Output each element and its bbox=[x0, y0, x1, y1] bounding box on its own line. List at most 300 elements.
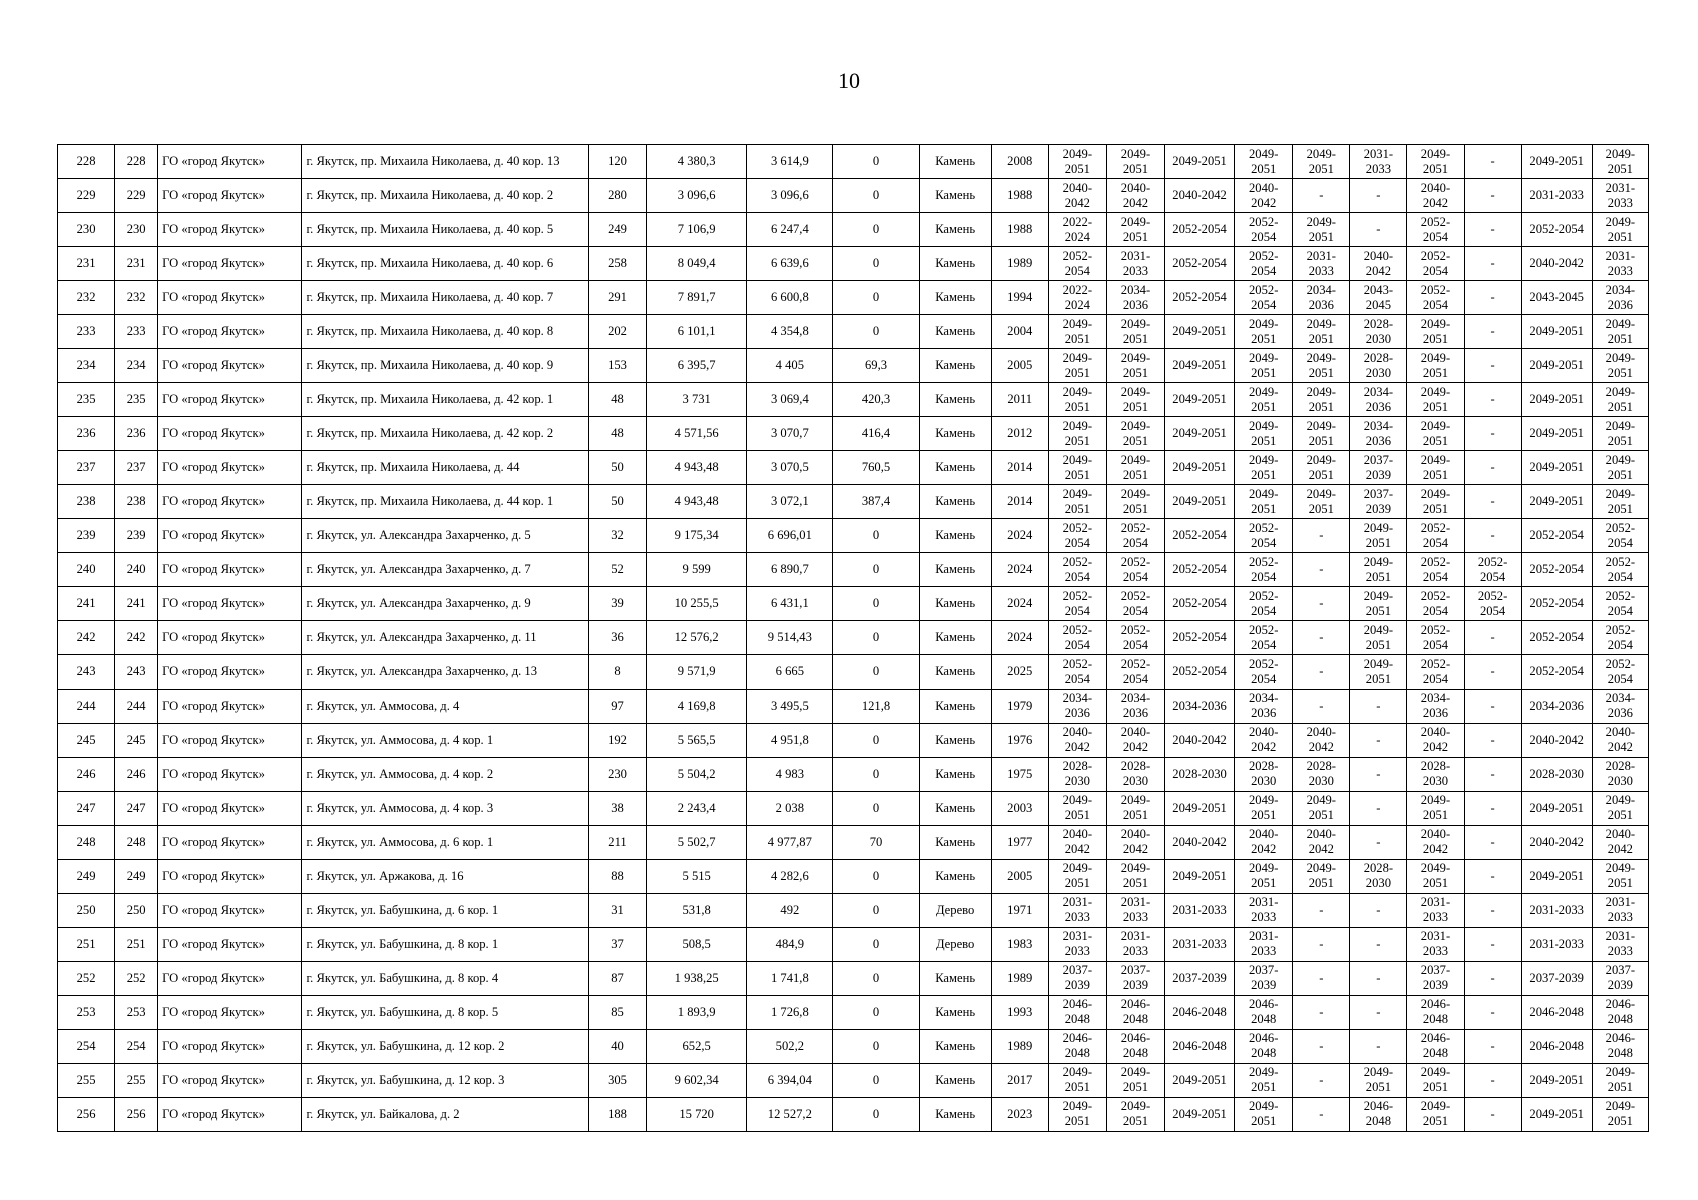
living-area-cell: 9 514,43 bbox=[747, 621, 833, 655]
address-cell: г. Якутск, ул. Александра Захарченко, д. 9 bbox=[302, 587, 589, 621]
repair-period-cell: - bbox=[1350, 179, 1407, 213]
address-cell: г. Якутск, ул. Аммосова, д. 4 кор. 3 bbox=[302, 791, 589, 825]
repair-period-cell: 2052-2054 bbox=[1235, 553, 1293, 587]
object-number-cell: 236 bbox=[115, 417, 158, 451]
repair-period-cell: 2049-2051 bbox=[1235, 485, 1293, 519]
residents-count-cell: 291 bbox=[588, 281, 646, 315]
living-area-cell: 4 977,87 bbox=[747, 825, 833, 859]
address-cell: г. Якутск, ул. Александра Захарченко, д. 13 bbox=[302, 655, 589, 689]
repair-period-cell: 2049-2051 bbox=[1592, 213, 1648, 247]
wall-material-cell: Камень bbox=[919, 349, 991, 383]
municipality-cell: ГО «город Якутск» bbox=[158, 791, 302, 825]
repair-period-cell: - bbox=[1350, 961, 1407, 995]
repair-period-cell: 2031-2033 bbox=[1235, 927, 1293, 961]
repair-period-cell: 2052-2054 bbox=[1106, 519, 1164, 553]
repair-period-cell: 2052-2054 bbox=[1407, 519, 1464, 553]
total-area-cell: 9 602,34 bbox=[647, 1063, 747, 1097]
total-area-cell: 4 380,3 bbox=[647, 145, 747, 179]
repair-period-cell: 2031-2033 bbox=[1165, 927, 1235, 961]
municipality-cell: ГО «город Якутск» bbox=[158, 655, 302, 689]
table-row bbox=[58, 1097, 1649, 1131]
object-number-cell: 249 bbox=[115, 859, 158, 893]
repair-period-cell: 2049-2051 bbox=[1350, 1063, 1407, 1097]
repair-period-cell: 2049-2051 bbox=[1106, 485, 1164, 519]
row-number-cell: 242 bbox=[58, 621, 115, 655]
repair-period-cell: - bbox=[1464, 655, 1521, 689]
address-cell: г. Якутск, пр. Михаила Николаева, д. 40 кор. 8 bbox=[302, 315, 589, 349]
residents-count-cell: 280 bbox=[588, 179, 646, 213]
build-year-cell: 2005 bbox=[991, 859, 1048, 893]
row-number-cell: 251 bbox=[58, 927, 115, 961]
row-number-cell: 241 bbox=[58, 587, 115, 621]
repair-period-cell: 2052-2054 bbox=[1407, 281, 1464, 315]
row-number-cell: 248 bbox=[58, 825, 115, 859]
repair-period-cell: 2034-2036 bbox=[1235, 689, 1293, 723]
wall-material-cell: Камень bbox=[919, 1063, 991, 1097]
address-cell: г. Якутск, ул. Байкалова, д. 2 bbox=[302, 1097, 589, 1131]
municipality-cell: ГО «город Якутск» bbox=[158, 621, 302, 655]
repair-period-cell: 2046-2048 bbox=[1350, 1097, 1407, 1131]
residents-count-cell: 48 bbox=[588, 383, 646, 417]
wall-material-cell: Камень bbox=[919, 145, 991, 179]
wall-material-cell: Камень bbox=[919, 621, 991, 655]
repair-period-cell: 2049-2051 bbox=[1165, 1063, 1235, 1097]
repair-period-cell: 2040-2042 bbox=[1048, 825, 1106, 859]
repair-period-cell: - bbox=[1464, 315, 1521, 349]
repair-period-cell: 2052-2054 bbox=[1521, 519, 1592, 553]
repair-period-cell: - bbox=[1464, 689, 1521, 723]
repair-period-cell: 2028-2030 bbox=[1592, 757, 1648, 791]
repair-period-cell: 2049-2051 bbox=[1592, 451, 1648, 485]
living-area-cell: 12 527,2 bbox=[747, 1097, 833, 1131]
repair-period-cell: 2049-2051 bbox=[1235, 451, 1293, 485]
row-number-cell: 236 bbox=[58, 417, 115, 451]
wall-material-cell: Камень bbox=[919, 417, 991, 451]
total-area-cell: 9 599 bbox=[647, 553, 747, 587]
repair-period-cell: 2022-2024 bbox=[1048, 281, 1106, 315]
repair-period-cell: 2034-2036 bbox=[1293, 281, 1350, 315]
repair-period-cell: 2046-2048 bbox=[1048, 1029, 1106, 1063]
address-cell: г. Якутск, пр. Михаила Николаева, д. 40 кор. 9 bbox=[302, 349, 589, 383]
repair-period-cell: 2049-2051 bbox=[1293, 451, 1350, 485]
repair-period-cell: 2052-2054 bbox=[1048, 621, 1106, 655]
living-area-cell: 502,2 bbox=[747, 1029, 833, 1063]
repair-period-cell: 2031-2033 bbox=[1106, 927, 1164, 961]
table-row bbox=[58, 723, 1649, 757]
row-number-cell: 233 bbox=[58, 315, 115, 349]
repair-period-cell: 2040-2042 bbox=[1407, 825, 1464, 859]
repair-period-cell: 2037-2039 bbox=[1407, 961, 1464, 995]
repair-period-cell: 2052-2054 bbox=[1407, 213, 1464, 247]
table-row bbox=[58, 893, 1649, 927]
nonresidential-area-cell: 0 bbox=[833, 757, 919, 791]
wall-material-cell: Дерево bbox=[919, 893, 991, 927]
build-year-cell: 2023 bbox=[991, 1097, 1048, 1131]
total-area-cell: 5 502,7 bbox=[647, 825, 747, 859]
municipality-cell: ГО «город Якутск» bbox=[158, 281, 302, 315]
living-area-cell: 3 495,5 bbox=[747, 689, 833, 723]
residents-count-cell: 37 bbox=[588, 927, 646, 961]
total-area-cell: 4 943,48 bbox=[647, 485, 747, 519]
repair-period-cell: 2040-2042 bbox=[1521, 247, 1592, 281]
nonresidential-area-cell: 0 bbox=[833, 553, 919, 587]
repair-period-cell: - bbox=[1464, 349, 1521, 383]
repair-period-cell: 2049-2051 bbox=[1592, 417, 1648, 451]
repair-period-cell: 2049-2051 bbox=[1106, 451, 1164, 485]
repair-period-cell: 2052-2054 bbox=[1048, 553, 1106, 587]
repair-period-cell: 2028-2030 bbox=[1521, 757, 1592, 791]
repair-period-cell: 2034-2036 bbox=[1521, 689, 1592, 723]
municipality-cell: ГО «город Якутск» bbox=[158, 1029, 302, 1063]
repair-period-cell: - bbox=[1350, 995, 1407, 1029]
repair-period-cell: 2031-2033 bbox=[1592, 179, 1648, 213]
repair-period-cell: - bbox=[1293, 1097, 1350, 1131]
municipality-cell: ГО «город Якутск» bbox=[158, 247, 302, 281]
nonresidential-area-cell: 0 bbox=[833, 723, 919, 757]
repair-period-cell: 2028-2030 bbox=[1165, 757, 1235, 791]
residents-count-cell: 31 bbox=[588, 893, 646, 927]
repair-period-cell: 2052-2054 bbox=[1235, 247, 1293, 281]
build-year-cell: 2024 bbox=[991, 553, 1048, 587]
object-number-cell: 247 bbox=[115, 791, 158, 825]
table-row bbox=[58, 621, 1649, 655]
repair-period-cell: 2049-2051 bbox=[1293, 145, 1350, 179]
address-cell: г. Якутск, ул. Аржакова, д. 16 bbox=[302, 859, 589, 893]
address-cell: г. Якутск, пр. Михаила Николаева, д. 42 кор. 2 bbox=[302, 417, 589, 451]
total-area-cell: 1 938,25 bbox=[647, 961, 747, 995]
repair-period-cell: 2034-2036 bbox=[1106, 689, 1164, 723]
repair-period-cell: 2049-2051 bbox=[1407, 451, 1464, 485]
repair-period-cell: 2034-2036 bbox=[1165, 689, 1235, 723]
repair-period-cell: 2052-2054 bbox=[1521, 655, 1592, 689]
repair-period-cell: 2049-2051 bbox=[1521, 451, 1592, 485]
address-cell: г. Якутск, ул. Бабушкина, д. 8 кор. 4 bbox=[302, 961, 589, 995]
total-area-cell: 2 243,4 bbox=[647, 791, 747, 825]
table-body bbox=[58, 145, 1649, 1132]
repair-period-cell: - bbox=[1464, 1097, 1521, 1131]
object-number-cell: 233 bbox=[115, 315, 158, 349]
repair-period-cell: - bbox=[1350, 213, 1407, 247]
build-year-cell: 1989 bbox=[991, 247, 1048, 281]
repair-period-cell: 2040-2042 bbox=[1106, 179, 1164, 213]
living-area-cell: 6 639,6 bbox=[747, 247, 833, 281]
wall-material-cell: Камень bbox=[919, 1029, 991, 1063]
table-row bbox=[58, 961, 1649, 995]
repair-period-cell: 2049-2051 bbox=[1592, 383, 1648, 417]
address-cell: г. Якутск, пр. Михаила Николаева, д. 44 кор. 1 bbox=[302, 485, 589, 519]
repair-period-cell: 2046-2048 bbox=[1521, 995, 1592, 1029]
address-cell: г. Якутск, пр. Михаила Николаева, д. 40 кор. 2 bbox=[302, 179, 589, 213]
residents-count-cell: 192 bbox=[588, 723, 646, 757]
repair-period-cell: 2046-2048 bbox=[1407, 995, 1464, 1029]
repair-period-cell: 2052-2054 bbox=[1048, 519, 1106, 553]
object-number-cell: 237 bbox=[115, 451, 158, 485]
repair-period-cell: 2040-2042 bbox=[1293, 723, 1350, 757]
address-cell: г. Якутск, ул. Александра Захарченко, д. 11 bbox=[302, 621, 589, 655]
living-area-cell: 6 665 bbox=[747, 655, 833, 689]
residents-count-cell: 97 bbox=[588, 689, 646, 723]
object-number-cell: 229 bbox=[115, 179, 158, 213]
nonresidential-area-cell: 760,5 bbox=[833, 451, 919, 485]
object-number-cell: 253 bbox=[115, 995, 158, 1029]
repair-period-cell: 2040-2042 bbox=[1048, 179, 1106, 213]
repair-period-cell: 2052-2054 bbox=[1165, 519, 1235, 553]
row-number-cell: 256 bbox=[58, 1097, 115, 1131]
repair-period-cell: - bbox=[1293, 621, 1350, 655]
residents-count-cell: 88 bbox=[588, 859, 646, 893]
repair-period-cell: 2052-2054 bbox=[1165, 247, 1235, 281]
repair-period-cell: 2049-2051 bbox=[1407, 859, 1464, 893]
living-area-cell: 6 431,1 bbox=[747, 587, 833, 621]
repair-period-cell: 2049-2051 bbox=[1592, 859, 1648, 893]
municipality-cell: ГО «город Якутск» bbox=[158, 315, 302, 349]
wall-material-cell: Камень bbox=[919, 485, 991, 519]
nonresidential-area-cell: 0 bbox=[833, 1029, 919, 1063]
repair-period-cell: - bbox=[1293, 927, 1350, 961]
wall-material-cell: Камень bbox=[919, 689, 991, 723]
wall-material-cell: Камень bbox=[919, 247, 991, 281]
repair-period-cell: 2049-2051 bbox=[1407, 791, 1464, 825]
nonresidential-area-cell: 0 bbox=[833, 1063, 919, 1097]
repair-period-cell: 2028-2030 bbox=[1106, 757, 1164, 791]
repair-period-cell: - bbox=[1350, 689, 1407, 723]
repair-period-cell: 2052-2054 bbox=[1464, 553, 1521, 587]
table-row bbox=[58, 179, 1649, 213]
repair-period-cell: 2028-2030 bbox=[1048, 757, 1106, 791]
municipality-cell: ГО «город Якутск» bbox=[158, 859, 302, 893]
build-year-cell: 2005 bbox=[991, 349, 1048, 383]
repair-period-cell: 2049-2051 bbox=[1235, 859, 1293, 893]
table-row bbox=[58, 553, 1649, 587]
living-area-cell: 4 405 bbox=[747, 349, 833, 383]
address-cell: г. Якутск, ул. Бабушкина, д. 8 кор. 1 bbox=[302, 927, 589, 961]
total-area-cell: 3 096,6 bbox=[647, 179, 747, 213]
table-row bbox=[58, 689, 1649, 723]
repair-period-cell: 2049-2051 bbox=[1521, 349, 1592, 383]
repair-period-cell: 2052-2054 bbox=[1235, 281, 1293, 315]
repair-period-cell: 2052-2054 bbox=[1235, 621, 1293, 655]
repair-period-cell: 2052-2054 bbox=[1592, 587, 1648, 621]
object-number-cell: 239 bbox=[115, 519, 158, 553]
repair-period-cell: 2043-2045 bbox=[1521, 281, 1592, 315]
table-row bbox=[58, 213, 1649, 247]
repair-period-cell: - bbox=[1293, 179, 1350, 213]
total-area-cell: 15 720 bbox=[647, 1097, 747, 1131]
living-area-cell: 4 354,8 bbox=[747, 315, 833, 349]
table-row bbox=[58, 417, 1649, 451]
repair-period-cell: 2034-2036 bbox=[1350, 417, 1407, 451]
municipality-cell: ГО «город Якутск» bbox=[158, 179, 302, 213]
object-number-cell: 255 bbox=[115, 1063, 158, 1097]
nonresidential-area-cell: 0 bbox=[833, 587, 919, 621]
municipality-cell: ГО «город Якутск» bbox=[158, 553, 302, 587]
repair-period-cell: 2040-2042 bbox=[1592, 825, 1648, 859]
municipality-cell: ГО «город Якутск» bbox=[158, 995, 302, 1029]
wall-material-cell: Камень bbox=[919, 281, 991, 315]
repair-period-cell: 2049-2051 bbox=[1592, 791, 1648, 825]
living-area-cell: 3 072,1 bbox=[747, 485, 833, 519]
repair-period-cell: 2043-2045 bbox=[1350, 281, 1407, 315]
wall-material-cell: Камень bbox=[919, 859, 991, 893]
repair-period-cell: 2049-2051 bbox=[1521, 859, 1592, 893]
repair-period-cell: 2049-2051 bbox=[1592, 145, 1648, 179]
nonresidential-area-cell: 0 bbox=[833, 247, 919, 281]
nonresidential-area-cell: 0 bbox=[833, 179, 919, 213]
repair-period-cell: 2049-2051 bbox=[1165, 1097, 1235, 1131]
wall-material-cell: Камень bbox=[919, 315, 991, 349]
row-number-cell: 255 bbox=[58, 1063, 115, 1097]
repair-period-cell: 2049-2051 bbox=[1048, 145, 1106, 179]
repair-period-cell: 2031-2033 bbox=[1048, 893, 1106, 927]
repair-period-cell: 2049-2051 bbox=[1106, 417, 1164, 451]
repair-period-cell: 2034-2036 bbox=[1350, 383, 1407, 417]
repair-period-cell: - bbox=[1464, 485, 1521, 519]
build-year-cell: 2004 bbox=[991, 315, 1048, 349]
total-area-cell: 5 504,2 bbox=[647, 757, 747, 791]
repair-period-cell: - bbox=[1464, 961, 1521, 995]
repair-period-cell: - bbox=[1293, 961, 1350, 995]
repair-period-cell: 2037-2039 bbox=[1350, 451, 1407, 485]
repair-period-cell: 2049-2051 bbox=[1521, 1063, 1592, 1097]
address-cell: г. Якутск, ул. Александра Захарченко, д. 7 bbox=[302, 553, 589, 587]
object-number-cell: 254 bbox=[115, 1029, 158, 1063]
nonresidential-area-cell: 0 bbox=[833, 655, 919, 689]
total-area-cell: 1 893,9 bbox=[647, 995, 747, 1029]
repair-period-cell: 2040-2042 bbox=[1407, 179, 1464, 213]
object-number-cell: 251 bbox=[115, 927, 158, 961]
living-area-cell: 6 890,7 bbox=[747, 553, 833, 587]
object-number-cell: 228 bbox=[115, 145, 158, 179]
residents-count-cell: 40 bbox=[588, 1029, 646, 1063]
object-number-cell: 245 bbox=[115, 723, 158, 757]
repair-period-cell: 2049-2051 bbox=[1293, 349, 1350, 383]
repair-period-cell: - bbox=[1293, 519, 1350, 553]
repair-period-cell: 2049-2051 bbox=[1235, 791, 1293, 825]
total-area-cell: 652,5 bbox=[647, 1029, 747, 1063]
repair-period-cell: 2052-2054 bbox=[1165, 621, 1235, 655]
repair-period-cell: 2049-2051 bbox=[1106, 1063, 1164, 1097]
build-year-cell: 2012 bbox=[991, 417, 1048, 451]
repair-period-cell: 2049-2051 bbox=[1521, 383, 1592, 417]
repair-period-cell: - bbox=[1293, 553, 1350, 587]
repair-period-cell: 2040-2042 bbox=[1521, 825, 1592, 859]
repair-period-cell: 2046-2048 bbox=[1165, 1029, 1235, 1063]
total-area-cell: 508,5 bbox=[647, 927, 747, 961]
object-number-cell: 250 bbox=[115, 893, 158, 927]
repair-period-cell: 2046-2048 bbox=[1592, 1029, 1648, 1063]
repair-period-cell: 2049-2051 bbox=[1106, 145, 1164, 179]
build-year-cell: 2025 bbox=[991, 655, 1048, 689]
wall-material-cell: Камень bbox=[919, 655, 991, 689]
nonresidential-area-cell: 0 bbox=[833, 961, 919, 995]
nonresidential-area-cell: 387,4 bbox=[833, 485, 919, 519]
repair-period-cell: - bbox=[1464, 179, 1521, 213]
table-row bbox=[58, 995, 1649, 1029]
repair-period-cell: 2049-2051 bbox=[1235, 145, 1293, 179]
municipality-cell: ГО «город Якутск» bbox=[158, 383, 302, 417]
living-area-cell: 3 069,4 bbox=[747, 383, 833, 417]
row-number-cell: 229 bbox=[58, 179, 115, 213]
repair-period-cell: 2049-2051 bbox=[1106, 859, 1164, 893]
repair-period-cell: - bbox=[1350, 757, 1407, 791]
wall-material-cell: Камень bbox=[919, 757, 991, 791]
municipality-cell: ГО «город Якутск» bbox=[158, 587, 302, 621]
repair-period-cell: 2052-2054 bbox=[1106, 621, 1164, 655]
repair-period-cell: - bbox=[1464, 417, 1521, 451]
repair-period-cell: - bbox=[1464, 145, 1521, 179]
repair-period-cell: 2049-2051 bbox=[1165, 383, 1235, 417]
wall-material-cell: Камень bbox=[919, 383, 991, 417]
repair-period-cell: 2049-2051 bbox=[1592, 1097, 1648, 1131]
living-area-cell: 492 bbox=[747, 893, 833, 927]
row-number-cell: 234 bbox=[58, 349, 115, 383]
repair-period-cell: - bbox=[1464, 621, 1521, 655]
object-number-cell: 244 bbox=[115, 689, 158, 723]
repair-period-cell: 2049-2051 bbox=[1407, 349, 1464, 383]
total-area-cell: 3 731 bbox=[647, 383, 747, 417]
nonresidential-area-cell: 0 bbox=[833, 859, 919, 893]
build-year-cell: 1989 bbox=[991, 961, 1048, 995]
object-number-cell: 241 bbox=[115, 587, 158, 621]
repair-period-cell: 2049-2051 bbox=[1106, 213, 1164, 247]
row-number-cell: 246 bbox=[58, 757, 115, 791]
repair-period-cell: 2040-2042 bbox=[1106, 723, 1164, 757]
total-area-cell: 5 565,5 bbox=[647, 723, 747, 757]
repair-period-cell: - bbox=[1293, 587, 1350, 621]
repair-period-cell: 2046-2048 bbox=[1521, 1029, 1592, 1063]
total-area-cell: 4 943,48 bbox=[647, 451, 747, 485]
municipality-cell: ГО «город Якутск» bbox=[158, 927, 302, 961]
table-row bbox=[58, 859, 1649, 893]
build-year-cell: 2014 bbox=[991, 485, 1048, 519]
repair-period-cell: 2049-2051 bbox=[1521, 1097, 1592, 1131]
build-year-cell: 2024 bbox=[991, 519, 1048, 553]
wall-material-cell: Дерево bbox=[919, 927, 991, 961]
nonresidential-area-cell: 0 bbox=[833, 519, 919, 553]
address-cell: г. Якутск, ул. Аммосова, д. 4 кор. 2 bbox=[302, 757, 589, 791]
repair-period-cell: 2049-2051 bbox=[1293, 485, 1350, 519]
repair-period-cell: 2049-2051 bbox=[1407, 1063, 1464, 1097]
build-year-cell: 1988 bbox=[991, 179, 1048, 213]
residents-count-cell: 8 bbox=[588, 655, 646, 689]
municipality-cell: ГО «город Якутск» bbox=[158, 961, 302, 995]
municipality-cell: ГО «город Якутск» bbox=[158, 723, 302, 757]
living-area-cell: 3 070,7 bbox=[747, 417, 833, 451]
living-area-cell: 1 726,8 bbox=[747, 995, 833, 1029]
wall-material-cell: Камень bbox=[919, 825, 991, 859]
address-cell: г. Якутск, ул. Александра Захарченко, д. 5 bbox=[302, 519, 589, 553]
table-row bbox=[58, 485, 1649, 519]
row-number-cell: 245 bbox=[58, 723, 115, 757]
build-year-cell: 2008 bbox=[991, 145, 1048, 179]
repair-period-cell: 2049-2051 bbox=[1293, 859, 1350, 893]
repair-period-cell: 2031-2033 bbox=[1106, 247, 1164, 281]
repair-period-cell: 2046-2048 bbox=[1235, 1029, 1293, 1063]
repair-period-cell: 2052-2054 bbox=[1235, 519, 1293, 553]
living-area-cell: 3 070,5 bbox=[747, 451, 833, 485]
build-year-cell: 1994 bbox=[991, 281, 1048, 315]
table-row bbox=[58, 145, 1649, 179]
repair-period-cell: 2052-2054 bbox=[1235, 213, 1293, 247]
repair-period-cell: 2040-2042 bbox=[1048, 723, 1106, 757]
repair-period-cell: 2031-2033 bbox=[1293, 247, 1350, 281]
repair-period-cell: 2034-2036 bbox=[1407, 689, 1464, 723]
repair-period-cell: - bbox=[1464, 383, 1521, 417]
residents-count-cell: 52 bbox=[588, 553, 646, 587]
nonresidential-area-cell: 69,3 bbox=[833, 349, 919, 383]
repair-period-cell: 2049-2051 bbox=[1048, 791, 1106, 825]
repair-period-cell: 2031-2033 bbox=[1048, 927, 1106, 961]
